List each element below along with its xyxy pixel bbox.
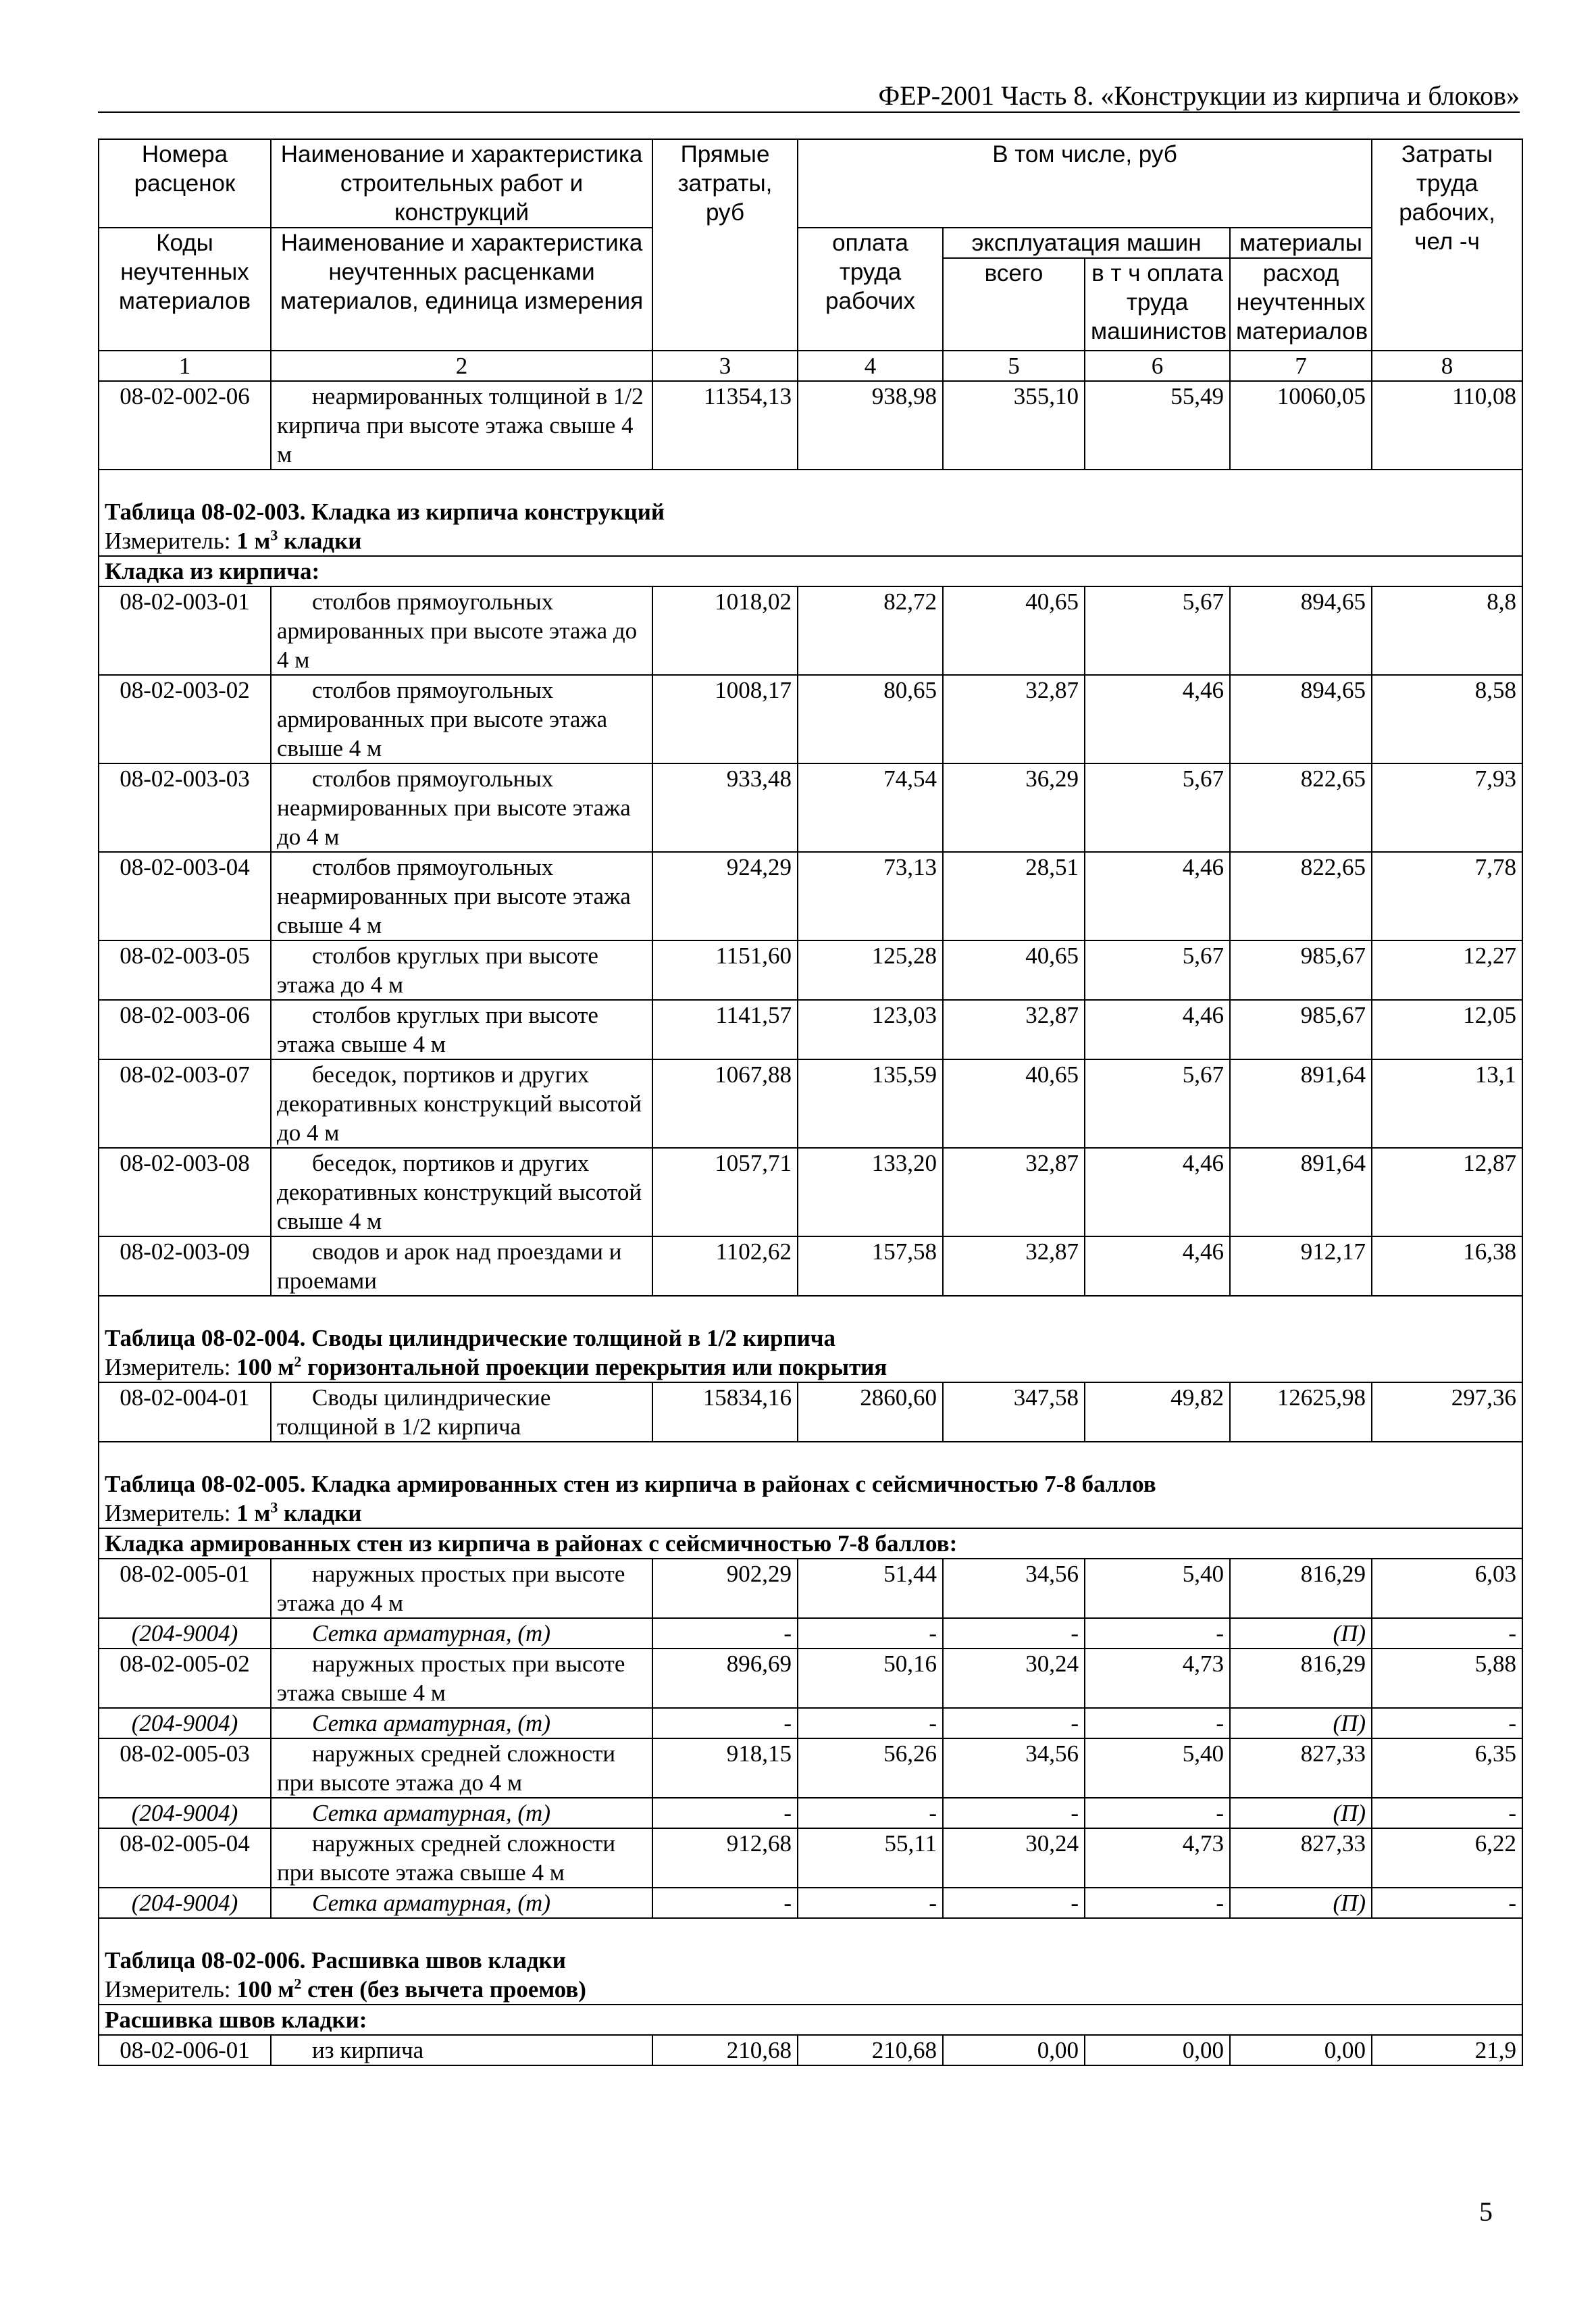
table-row [99, 1236, 1522, 1296]
rate-value: 891,64 [1230, 1148, 1372, 1236]
measure [99, 1353, 1522, 1382]
measure-label: Измеритель: [105, 528, 231, 554]
table-title: Таблица 08-02-004. Своды цилиндрические толщиной в 1/2 кирпича [99, 1296, 1522, 1353]
rate-value: 34,56 [943, 1738, 1085, 1798]
rate-value: 6,22 [1372, 1828, 1522, 1888]
rate-value: 12625,98 [1230, 1382, 1372, 1442]
measure-label: Измеритель: [105, 1500, 231, 1526]
header-number-row [99, 351, 1522, 381]
rate-name: Своды цилиндрические толщиной в 1/2 кирпича [271, 1382, 652, 1442]
rate-value: 2860,60 [798, 1382, 943, 1442]
rate-code: 08-02-003-04 [99, 852, 271, 940]
rate-value: 816,29 [1230, 1559, 1372, 1618]
header-row-2 [99, 228, 1522, 258]
table-row [99, 1738, 1522, 1798]
rate-value: 40,65 [943, 940, 1085, 1000]
material-value: (П) [1230, 1708, 1372, 1738]
rate-code: 08-02-003-06 [99, 1000, 271, 1059]
measure-power: 3 [270, 526, 278, 544]
rate-code: 08-02-003-01 [99, 586, 271, 675]
rate-value: 5,67 [1085, 763, 1230, 852]
material-row [99, 1798, 1522, 1828]
rate-name: столбов прямоугольных армированных при высоте этажа свыше 4 м [271, 675, 652, 763]
measure-unit: кладки [284, 1500, 362, 1526]
measure-unit: кладки [284, 528, 362, 554]
rate-value: 56,26 [798, 1738, 943, 1798]
rate-name: наружных средней сложности при высоте этажа до 4 м [271, 1738, 652, 1798]
material-code: (204-9004) [99, 1798, 271, 1828]
table-row [99, 1828, 1522, 1888]
measure [99, 1499, 1522, 1528]
rate-value: 32,87 [943, 1236, 1085, 1296]
rate-value: 123,03 [798, 1000, 943, 1059]
rate-value: 8,8 [1372, 586, 1522, 675]
material-value: - [1372, 1708, 1522, 1738]
rate-value: 5,67 [1085, 586, 1230, 675]
rate-value: 4,46 [1085, 675, 1230, 763]
header-number: 5 [943, 351, 1085, 381]
rate-value: 125,28 [798, 940, 943, 1000]
rate-name: беседок, портиков и других декоративных конструкций высотой до 4 м [271, 1059, 652, 1148]
header-group-machines: эксплуатация машин [943, 228, 1230, 258]
rate-code: 08-02-003-08 [99, 1148, 271, 1236]
rate-value: 902,29 [652, 1559, 798, 1618]
rate-value: 4,73 [1085, 1649, 1230, 1708]
header-group-materials: материалы [1230, 228, 1372, 258]
measure-number: 1 м [236, 528, 271, 554]
measure-value [236, 1500, 361, 1526]
material-name: Сетка арматурная, (т) [271, 1798, 652, 1828]
material-value: (П) [1230, 1888, 1372, 1918]
rate-name: столбов круглых при высоте этажа свыше 4 м [271, 1000, 652, 1059]
rate-value: 5,67 [1085, 1059, 1230, 1148]
material-row [99, 1888, 1522, 1918]
rate-code: 08-02-006-01 [99, 2035, 271, 2065]
rate-name: наружных средней сложности при высоте этажа свыше 4 м [271, 1828, 652, 1888]
table-row [99, 1148, 1522, 1236]
rate-value: 133,20 [798, 1148, 943, 1236]
rate-value: 5,40 [1085, 1559, 1230, 1618]
table-row [99, 1559, 1522, 1618]
rate-value: 82,72 [798, 586, 943, 675]
rate-value: 918,15 [652, 1738, 798, 1798]
material-row [99, 1708, 1522, 1738]
rate-value: 50,16 [798, 1649, 943, 1708]
material-value: (П) [1230, 1618, 1372, 1649]
table-row [99, 675, 1522, 763]
rate-value: 40,65 [943, 1059, 1085, 1148]
rate-value: 55,11 [798, 1828, 943, 1888]
rate-value: 210,68 [798, 2035, 943, 2065]
material-value: - [1372, 1888, 1522, 1918]
subheader: Расшивка швов кладки: [99, 2005, 1522, 2035]
rate-name: наружных простых при высоте этажа свыше 4 м [271, 1649, 652, 1708]
header-number: 8 [1372, 351, 1522, 381]
header-col2-bottom: Наименование и характеристика неучтенных расценками материалов, единица измерения [271, 228, 652, 351]
rate-value: 34,56 [943, 1559, 1085, 1618]
rate-value: 1008,17 [652, 675, 798, 763]
material-value: - [652, 1888, 798, 1918]
rate-value: 816,29 [1230, 1649, 1372, 1708]
header-col8: Затраты труда рабочих, чел -ч [1372, 139, 1522, 351]
page-header: ФЕР-2001 Часть 8. «Конструкции из кирпича и блоков» [878, 80, 1520, 111]
rate-value: 827,33 [1230, 1738, 1372, 1798]
subheader-row [99, 556, 1522, 586]
table-row [99, 763, 1522, 852]
rate-value: 1102,62 [652, 1236, 798, 1296]
rate-value: 0,00 [1085, 2035, 1230, 2065]
rate-value: 32,87 [943, 1148, 1085, 1236]
table-row [99, 1059, 1522, 1148]
header-col6: в т ч оплата труда машинистов [1085, 258, 1230, 351]
table-row [99, 852, 1522, 940]
header-col5: всего [943, 258, 1085, 351]
rate-name: наружных простых при высоте этажа до 4 м [271, 1559, 652, 1618]
rate-value: 4,46 [1085, 1000, 1230, 1059]
rate-name: столбов прямоугольных неармированных при высоте этажа до 4 м [271, 763, 652, 852]
material-code: (204-9004) [99, 1708, 271, 1738]
rate-value: 8,58 [1372, 675, 1522, 763]
rate-value: 4,46 [1085, 852, 1230, 940]
rate-value: 5,88 [1372, 1649, 1522, 1708]
table-title: Таблица 08-02-005. Кладка армированных стен из кирпича в районах с сейсмичностью 7-8 баллов [99, 1442, 1522, 1499]
material-value: - [943, 1708, 1085, 1738]
table-row [99, 1649, 1522, 1708]
header-col1-top: Номера расценок [99, 139, 271, 228]
rate-value: 894,65 [1230, 586, 1372, 675]
material-code: (204-9004) [99, 1618, 271, 1649]
rate-value: 896,69 [652, 1649, 798, 1708]
header-number: 1 [99, 351, 271, 381]
rate-value: 135,59 [798, 1059, 943, 1148]
material-value: - [798, 1618, 943, 1649]
table-title-row [99, 1296, 1522, 1353]
measure-unit: горизонтальной проекции перекрытия или покрытия [307, 1354, 887, 1380]
rate-value: 933,48 [652, 763, 798, 852]
rate-value: 938,98 [798, 381, 943, 470]
rate-code: 08-02-003-02 [99, 675, 271, 763]
table-row [99, 2035, 1522, 2065]
header-number: 6 [1085, 351, 1230, 381]
table-row [99, 586, 1522, 675]
rate-value: 1067,88 [652, 1059, 798, 1148]
header-col3: Прямые затраты, руб [652, 139, 798, 351]
material-name: Сетка арматурная, (т) [271, 1708, 652, 1738]
header-col2-top: Наименование и характеристика строительных работ и конструкций [271, 139, 652, 228]
rate-value: 6,35 [1372, 1738, 1522, 1798]
rate-value: 1057,71 [652, 1148, 798, 1236]
rate-name: из кирпича [271, 2035, 652, 2065]
rate-value: 985,67 [1230, 940, 1372, 1000]
rate-value: 51,44 [798, 1559, 943, 1618]
header-number: 2 [271, 351, 652, 381]
rate-value: 21,9 [1372, 2035, 1522, 2065]
rate-value: 12,27 [1372, 940, 1522, 1000]
material-value: - [1085, 1888, 1230, 1918]
rate-value: 157,58 [798, 1236, 943, 1296]
rate-value: 924,29 [652, 852, 798, 940]
rate-value: 4,46 [1085, 1148, 1230, 1236]
rate-name: сводов и арок над проездами и проемами [271, 1236, 652, 1296]
header-number: 4 [798, 351, 943, 381]
rate-value: 13,1 [1372, 1059, 1522, 1148]
rate-value: 110,08 [1372, 381, 1522, 470]
rate-value: 32,87 [943, 1000, 1085, 1059]
material-value: - [652, 1618, 798, 1649]
measure-power: 2 [294, 1975, 302, 1992]
measure-value [236, 528, 361, 554]
rate-name: столбов прямоугольных неармированных при высоте этажа свыше 4 м [271, 852, 652, 940]
table-title: Таблица 08-02-006. Расшивка швов кладки [99, 1918, 1522, 1975]
rate-value: 347,58 [943, 1382, 1085, 1442]
rate-value: 7,78 [1372, 852, 1522, 940]
rate-name: столбов прямоугольных армированных при высоте этажа до 4 м [271, 586, 652, 675]
rate-value: 30,24 [943, 1649, 1085, 1708]
rate-value: 1151,60 [652, 940, 798, 1000]
rate-value: 822,65 [1230, 763, 1372, 852]
rate-value: 55,49 [1085, 381, 1230, 470]
material-value: - [943, 1798, 1085, 1828]
rate-value: 0,00 [1230, 2035, 1372, 2065]
material-code: (204-9004) [99, 1888, 271, 1918]
material-value: - [798, 1708, 943, 1738]
material-value: - [798, 1798, 943, 1828]
material-value: - [1372, 1798, 1522, 1828]
header-col4: оплата труда рабочих [798, 228, 943, 351]
measure-label: Измеритель: [105, 1354, 231, 1380]
rate-value: 1018,02 [652, 586, 798, 675]
subheader-row [99, 1528, 1522, 1559]
rate-code: 08-02-005-02 [99, 1649, 271, 1708]
rate-value: 891,64 [1230, 1059, 1372, 1148]
table-row [99, 940, 1522, 1000]
rate-value: 5,40 [1085, 1738, 1230, 1798]
header-number: 3 [652, 351, 798, 381]
rate-value: 36,29 [943, 763, 1085, 852]
rate-value: 297,36 [1372, 1382, 1522, 1442]
material-value: - [1085, 1708, 1230, 1738]
page-number: 5 [1479, 2196, 1493, 2227]
rate-value: 1141,57 [652, 1000, 798, 1059]
rate-value: 73,13 [798, 852, 943, 940]
measure-number: 100 м [236, 1976, 294, 2003]
rate-value: 827,33 [1230, 1828, 1372, 1888]
material-value: - [798, 1888, 943, 1918]
rate-value: 11354,13 [652, 381, 798, 470]
measure-row [99, 526, 1522, 556]
subheader: Кладка из кирпича: [99, 556, 1522, 586]
top-row [99, 381, 1522, 470]
material-name: Сетка арматурная, (т) [271, 1618, 652, 1649]
rate-value: 912,68 [652, 1828, 798, 1888]
rate-code: 08-02-003-07 [99, 1059, 271, 1148]
material-value: - [652, 1798, 798, 1828]
rate-code: 08-02-005-03 [99, 1738, 271, 1798]
rate-value: 10060,05 [1230, 381, 1372, 470]
header-group-including: В том числе, руб [798, 139, 1372, 228]
rate-code: 08-02-004-01 [99, 1382, 271, 1442]
measure-value [236, 1354, 887, 1380]
measure [99, 526, 1522, 556]
rate-value: 74,54 [798, 763, 943, 852]
rate-code: 08-02-005-01 [99, 1559, 271, 1618]
material-value: - [1085, 1798, 1230, 1828]
subheader: Кладка армированных стен из кирпича в районах с сейсмичностью 7-8 баллов: [99, 1528, 1522, 1559]
measure-power: 3 [270, 1499, 278, 1516]
rate-name: неармированных толщиной в 1/2 кирпича при высоте этажа свыше 4 м [271, 381, 652, 470]
rate-value: 30,24 [943, 1828, 1085, 1888]
rate-value: 28,51 [943, 852, 1085, 940]
subheader-row [99, 2005, 1522, 2035]
rate-name: столбов круглых при высоте этажа до 4 м [271, 940, 652, 1000]
measure-row [99, 1499, 1522, 1528]
rate-value: 912,17 [1230, 1236, 1372, 1296]
rate-value: 894,65 [1230, 675, 1372, 763]
header-col1-bottom: Коды неучтенных материалов [99, 228, 271, 351]
measure-power: 2 [294, 1353, 302, 1370]
rate-value: 4,46 [1085, 1236, 1230, 1296]
table-title: Таблица 08-02-003. Кладка из кирпича конструкций [99, 470, 1522, 526]
rate-value: 355,10 [943, 381, 1085, 470]
rate-code: 08-02-005-04 [99, 1828, 271, 1888]
material-row [99, 1618, 1522, 1649]
table-row [99, 1000, 1522, 1059]
rate-value: 4,73 [1085, 1828, 1230, 1888]
measure-number: 100 м [236, 1354, 294, 1380]
rate-value: 40,65 [943, 586, 1085, 675]
material-name: Сетка арматурная, (т) [271, 1888, 652, 1918]
rate-value: 15834,16 [652, 1382, 798, 1442]
rate-code: 08-02-003-05 [99, 940, 271, 1000]
table-title-row [99, 1442, 1522, 1499]
table-title-row [99, 1918, 1522, 1975]
rate-value: 12,05 [1372, 1000, 1522, 1059]
material-value: - [943, 1888, 1085, 1918]
rate-value: 6,03 [1372, 1559, 1522, 1618]
rate-value: 985,67 [1230, 1000, 1372, 1059]
measure-row [99, 1353, 1522, 1382]
header-number: 7 [1230, 351, 1372, 381]
rate-code: 08-02-003-09 [99, 1236, 271, 1296]
measure [99, 1975, 1522, 2005]
measure-value [236, 1976, 586, 2003]
rate-value: 5,67 [1085, 940, 1230, 1000]
rate-value: 210,68 [652, 2035, 798, 2065]
material-value: - [652, 1708, 798, 1738]
measure-unit: стен (без вычета проемов) [307, 1976, 586, 2003]
measure-row [99, 1975, 1522, 2005]
rate-code: 08-02-003-03 [99, 763, 271, 852]
measure-number: 1 м [236, 1500, 271, 1526]
material-value: (П) [1230, 1798, 1372, 1828]
rate-value: 80,65 [798, 675, 943, 763]
rate-value: 32,87 [943, 675, 1085, 763]
measure-label: Измеритель: [105, 1976, 231, 2003]
table-row [99, 1382, 1522, 1442]
rate-value: 49,82 [1085, 1382, 1230, 1442]
rate-value: 0,00 [943, 2035, 1085, 2065]
material-value: - [1085, 1618, 1230, 1649]
material-value: - [1372, 1618, 1522, 1649]
rate-value: 822,65 [1230, 852, 1372, 940]
table-title-row [99, 470, 1522, 526]
header-col7: расход неучтенных материалов [1230, 258, 1372, 351]
header-row-1 [99, 139, 1522, 228]
rate-code: 08-02-002-06 [99, 381, 271, 470]
rate-value: 7,93 [1372, 763, 1522, 852]
rate-value: 16,38 [1372, 1236, 1522, 1296]
rate-name: беседок, портиков и других декоративных конструкций высотой свыше 4 м [271, 1148, 652, 1236]
material-value: - [943, 1618, 1085, 1649]
header-rule [98, 111, 1520, 113]
rate-value: 12,87 [1372, 1148, 1522, 1236]
rates-table [98, 139, 1523, 2066]
